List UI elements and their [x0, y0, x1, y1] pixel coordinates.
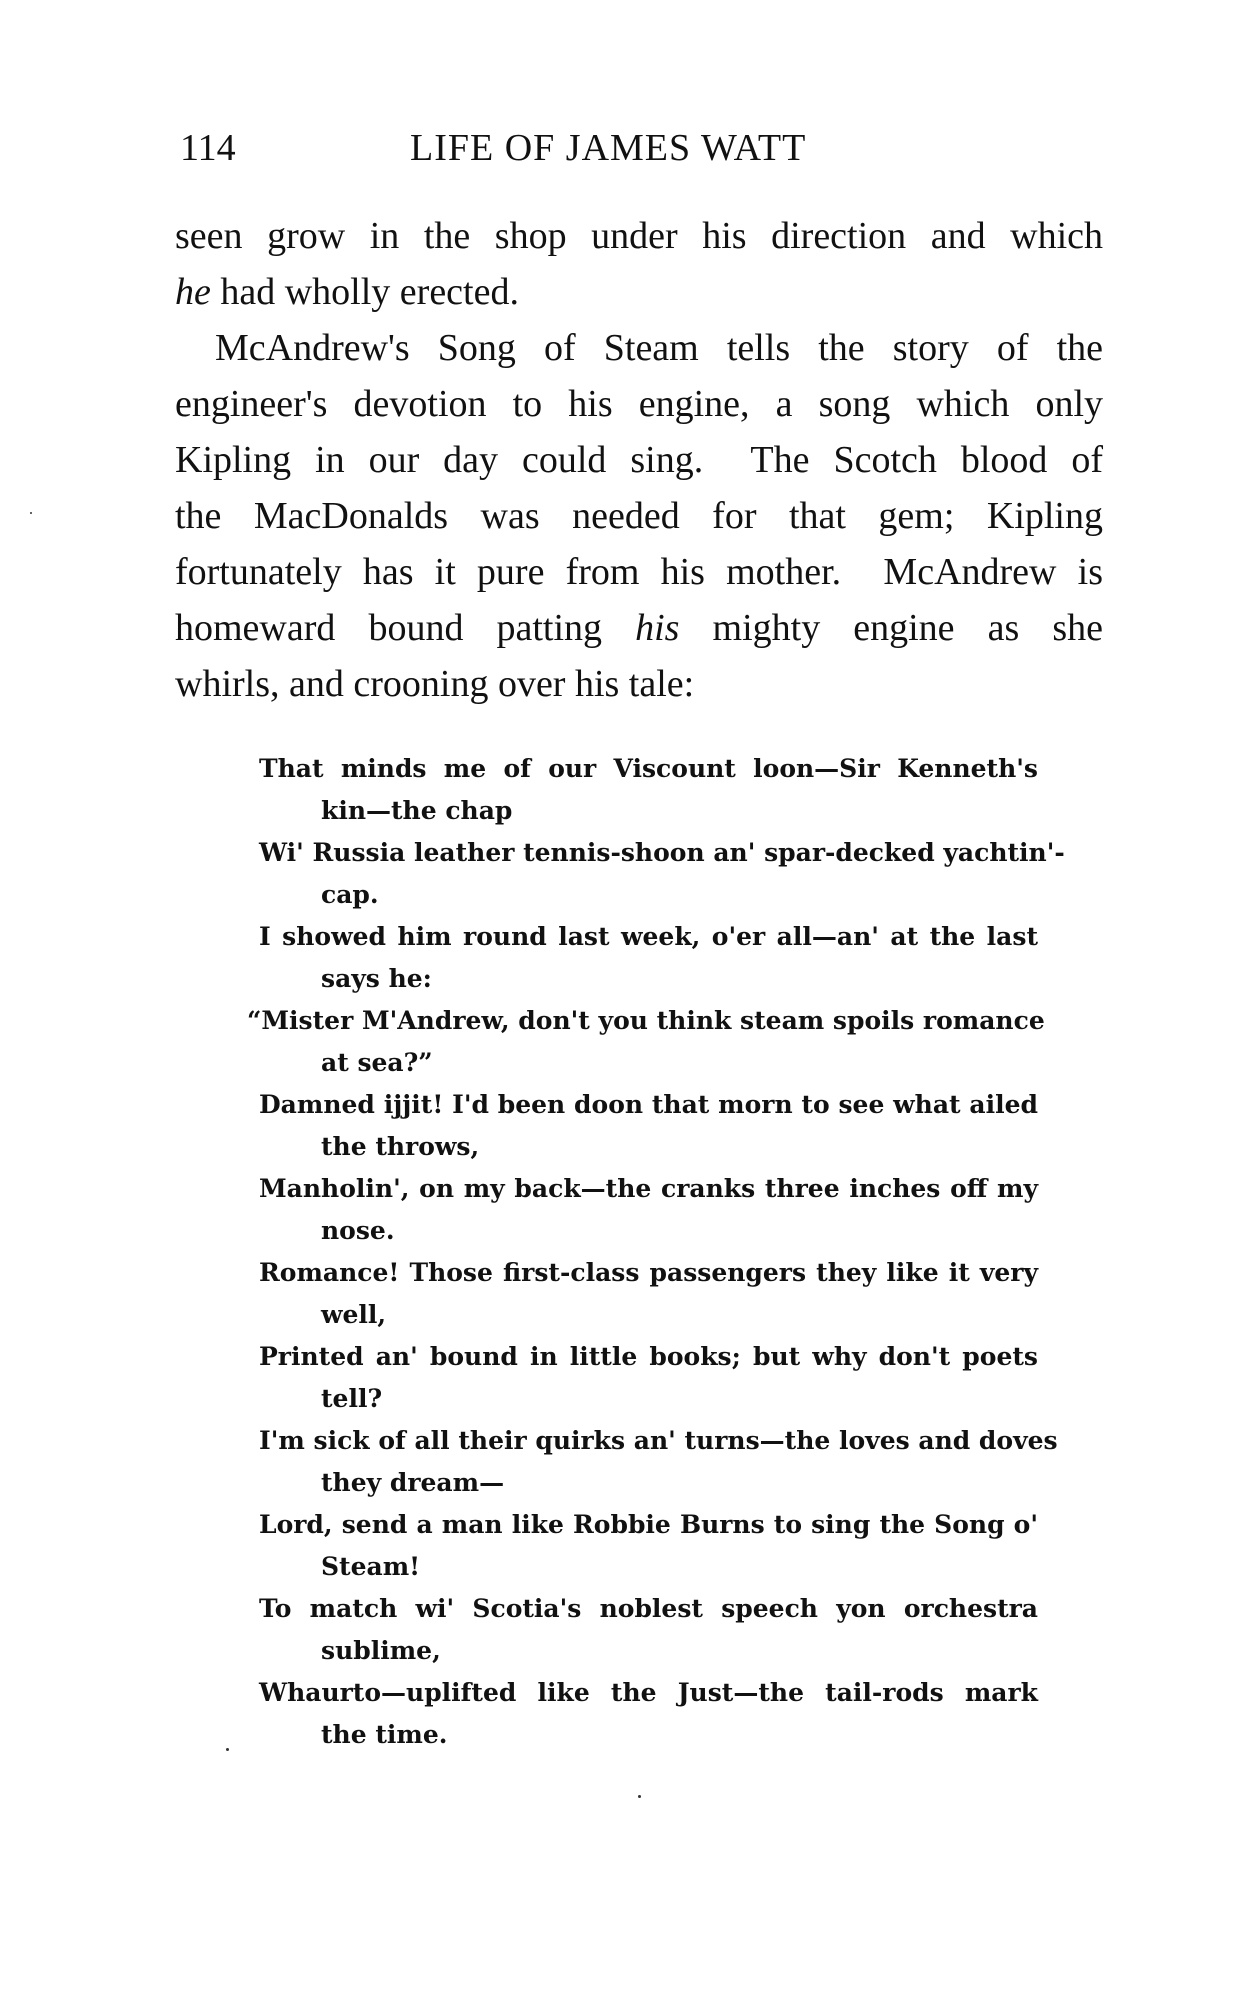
verse-line-continuation: well, [321, 1300, 387, 1329]
scan-speck [638, 1795, 641, 1798]
body-text [175, 208, 1103, 712]
verse-line: Whaurto—uplifted like the Just—the tail-rods mark [259, 1678, 1038, 1707]
prose-line [175, 208, 1103, 264]
scan-speck [226, 1748, 229, 1751]
verse-line: I'm sick of all their quirks an' turns—the loves and doves [259, 1426, 1058, 1455]
verse-line-continuation: sublime, [321, 1636, 441, 1665]
verse-line-continuation: the time. [321, 1720, 448, 1749]
verse-line-continuation: the throws, [321, 1132, 480, 1161]
verse-line-continuation: tell? [321, 1384, 383, 1413]
verse-line-continuation: at sea?” [321, 1048, 433, 1077]
verse-line: Lord, send a man like Robbie Burns to sing the Song o' [259, 1510, 1038, 1539]
prose-text: whirls, and crooning over his tale: [175, 663, 695, 705]
prose-line [175, 656, 1103, 712]
prose-line [175, 600, 1103, 656]
verse-line: I showed him round last week, o'er all—an' at the last [259, 922, 1038, 951]
verse-line: To match wi' Scotia's noblest speech yon orchestra [259, 1594, 1038, 1623]
verse-block [247, 748, 1065, 1756]
prose-text: Kipling in our day could sing. The Scotch blood of [175, 439, 1103, 481]
emphasis: he [175, 271, 211, 313]
verse-line: That minds me of our Viscount loon—Sir Kenneth's [259, 754, 1038, 783]
verse-line-continuation: cap. [321, 880, 379, 909]
running-title: LIFE OF JAMES WATT [410, 127, 807, 169]
verse-line-continuation: kin—the chap [321, 796, 513, 825]
prose-text: McAndrew's Song of Steam tells the story of the [215, 327, 1103, 369]
verse-line: Printed an' bound in little books; but why don't poets [259, 1342, 1038, 1371]
prose-text: the MacDonalds was needed for that gem; Kipling [175, 495, 1103, 537]
verse-line-continuation: nose. [321, 1216, 395, 1245]
prose-line [175, 264, 1103, 320]
prose-line [175, 488, 1103, 544]
verse-line: Damned ijjit! I'd been doon that morn to see what ailed [259, 1090, 1038, 1119]
verse-line: “Mister M'Andrew, don't you think steam spoils romance [247, 1006, 1045, 1035]
prose-text: seen grow in the shop under his direction and which [175, 215, 1103, 257]
running-header [175, 126, 1103, 172]
verse-line-continuation: they dream— [321, 1468, 505, 1497]
verse-line: Romance! Those first-class passengers they like it very [259, 1258, 1038, 1287]
verse-line: Wi' Russia leather tennis-shoon an' spar-decked yachtin'- [259, 838, 1065, 867]
prose-text: mighty engine as she [679, 607, 1103, 649]
verse-line: Manholin', on my back—the cranks three inches off my [259, 1174, 1038, 1203]
scan-speck [30, 512, 32, 514]
prose-line [175, 544, 1103, 600]
prose-text: fortunately has it pure from his mother. McAndrew is [175, 551, 1103, 593]
prose-line [175, 432, 1103, 488]
verse-line-continuation: says he: [321, 964, 432, 993]
verse-line-continuation: Steam! [321, 1552, 421, 1581]
emphasis: his [635, 607, 680, 649]
prose-text: had wholly erected. [210, 271, 519, 313]
page-number: 114 [180, 127, 236, 169]
prose-text: homeward bound patting [175, 607, 636, 649]
prose-text: engineer's devotion to his engine, a song which only [175, 383, 1103, 425]
prose-line [175, 376, 1103, 432]
prose-line [175, 320, 1103, 376]
